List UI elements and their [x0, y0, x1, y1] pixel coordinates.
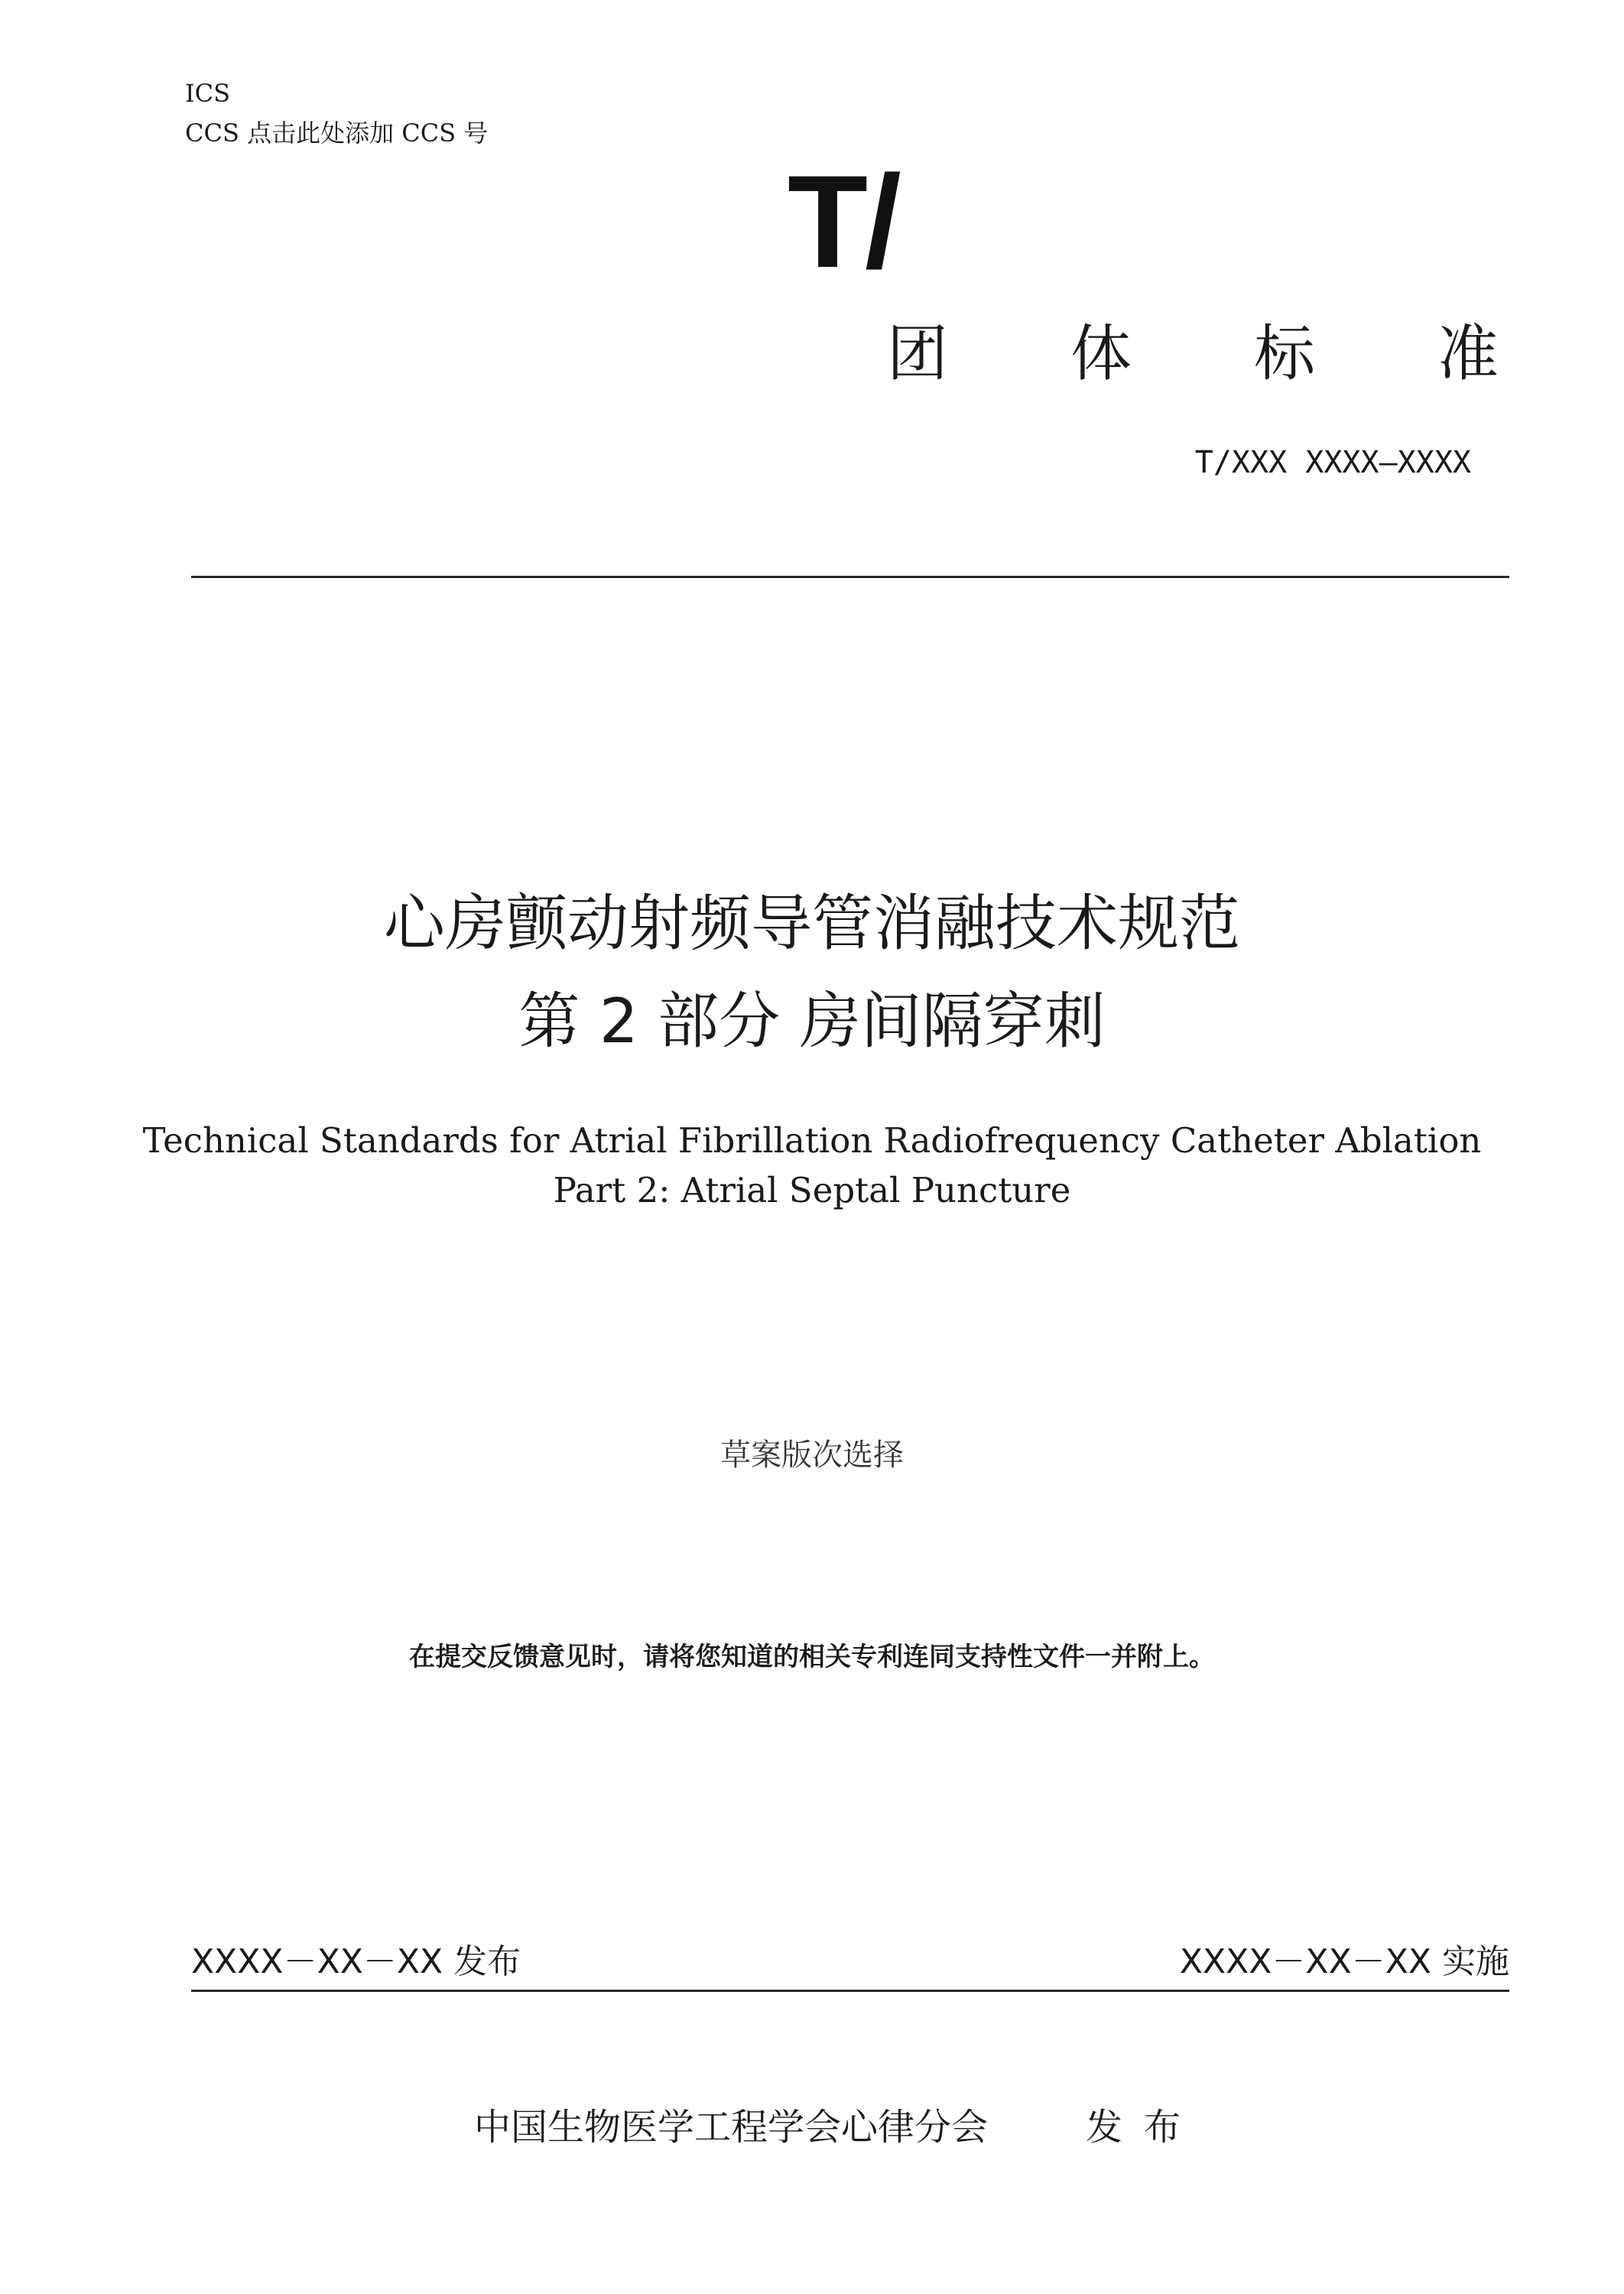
bottom-divider	[191, 1990, 1509, 1992]
implementation-date: XXXX－XX－XX 实施	[1179, 1942, 1509, 1981]
publish-label: 发布	[1086, 2106, 1203, 2149]
standard-type-char: 标	[1254, 318, 1315, 389]
top-divider	[191, 576, 1509, 578]
ics-label: ICS	[185, 79, 231, 108]
standard-type-char: 准	[1437, 318, 1499, 389]
title-english-main: Technical Standards for Atrial Fibrillation Radiofrequency Catheter Ablation	[142, 1120, 1482, 1161]
standard-number: T/XXX XXXX—XXXX	[1194, 445, 1471, 480]
ccs-field[interactable]: CCS 点击此处添加 CCS 号	[185, 119, 489, 148]
publisher-name: 中国生物医学工程学会心律分会	[474, 2106, 989, 2149]
title-chinese-part: 第 2 部分 房间隔穿刺	[518, 986, 1106, 1057]
title-english-part: Part 2: Atrial Septal Puncture	[553, 1170, 1071, 1210]
standard-logo: T/	[788, 148, 898, 295]
standard-type-char: 团	[887, 318, 948, 389]
standard-type-heading	[887, 317, 1499, 391]
issue-date: XXXX－XX－XX 发布	[191, 1942, 521, 1981]
title-chinese-main: 心房颤动射频导管消融技术规范	[384, 888, 1240, 959]
standard-type-char: 体	[1070, 318, 1132, 389]
draft-version-selector[interactable]: 草案版次选择	[720, 1438, 904, 1473]
patent-notice: 在提交反馈意见时，请将您知道的相关专利连同支持性文件一并附上。	[409, 1642, 1215, 1672]
